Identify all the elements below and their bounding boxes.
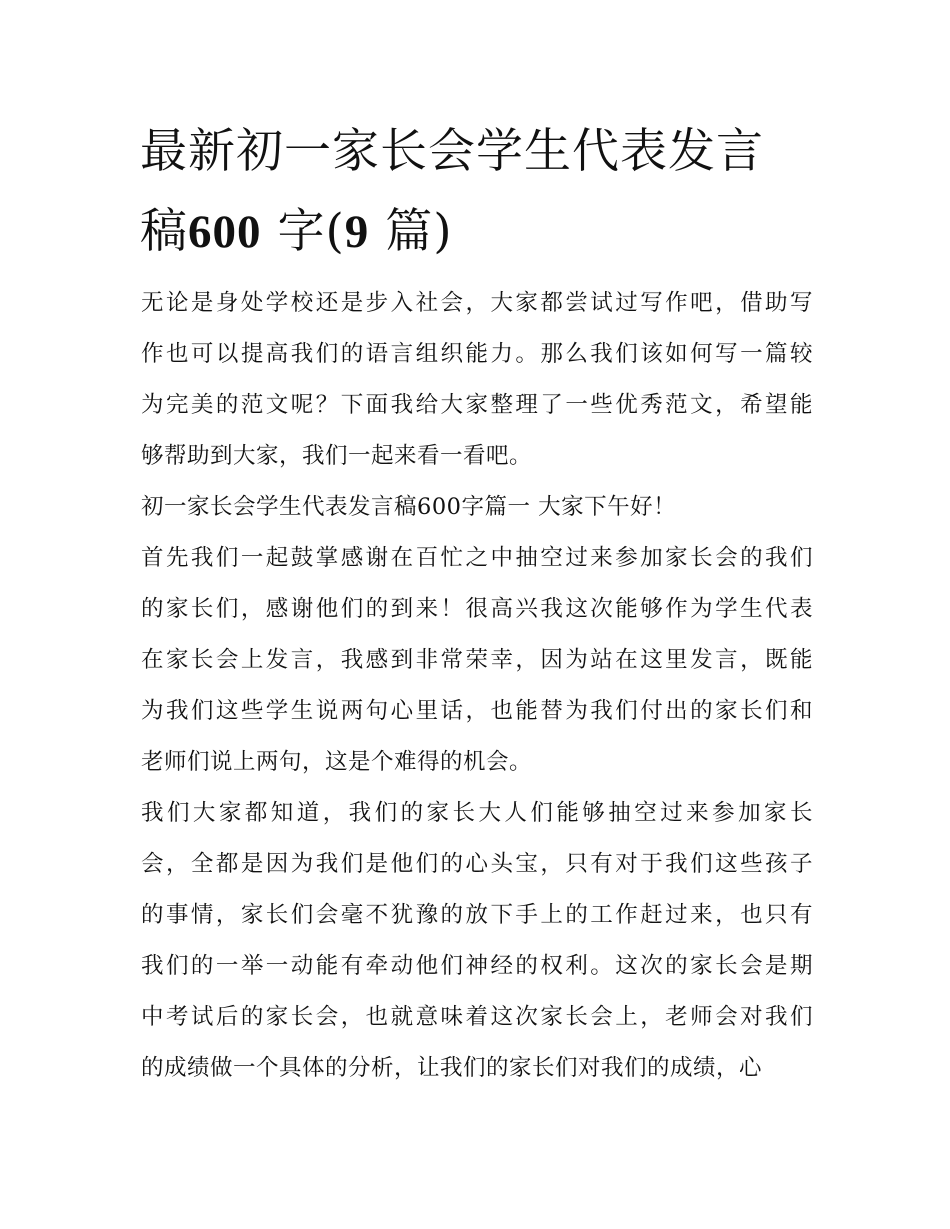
paragraph-line: 中考试后的家长会，也就意味着这次家长会上，老师会对我们 bbox=[141, 1004, 813, 1030]
paragraph bbox=[141, 533, 813, 788]
title-part-3: 字( bbox=[277, 204, 345, 259]
title-number-2: 9 bbox=[344, 206, 370, 258]
paragraph-line: 我们大家都知道，我们的家长大人们能够抽空过来参加家长 bbox=[141, 800, 813, 826]
paragraph-line: 老师们说上两句，这是个难得的机会。 bbox=[141, 749, 533, 775]
title-part-2: 稿 bbox=[140, 204, 188, 259]
paragraph-line: 够帮助到大家，我们一起来看一看吧。 bbox=[141, 443, 533, 469]
paragraph-line: 初一家长会学生代表发言稿600字篇一 大家下午好！ bbox=[141, 494, 677, 520]
paragraph-line: 的成绩做一个具体的分析，让我们的家长们对我们的成绩，心 bbox=[141, 1055, 763, 1081]
paragraph-line: 的家长们，感谢他们的到来！很高兴我这次能够作为学生代表 bbox=[141, 596, 813, 622]
paragraph-line: 的事情，家长们会毫不犹豫的放下手上的工作赶过来，也只有 bbox=[141, 902, 813, 928]
paragraph-line: 为完美的范文呢？下面我给大家整理了一些优秀范文，希望能 bbox=[141, 392, 813, 418]
paragraph-line: 首先我们一起鼓掌感谢在百忙之中抽空过来参加家长会的我们 bbox=[141, 545, 813, 571]
paragraph-line: 会，全都是因为我们是他们的心头宝，只有对于我们这些孩子 bbox=[141, 851, 813, 877]
document-body bbox=[141, 278, 813, 1094]
paragraph-line: 无论是身处学校还是步入社会，大家都尝试过写作吧，借助写 bbox=[141, 290, 813, 316]
title-part-1: 最新初一家长会学生代表发言 bbox=[140, 124, 764, 179]
title-part-4: 篇) bbox=[385, 204, 453, 259]
paragraph-line: 在家长会上发言，我感到非常荣幸，因为站在这里发言，既能 bbox=[141, 647, 813, 673]
paragraph-line: 我们的一举一动能有牵动他们神经的权利。这次的家长会是期 bbox=[141, 953, 813, 979]
document-title bbox=[140, 112, 830, 272]
paragraph bbox=[141, 788, 813, 1094]
paragraph-line: 为我们这些学生说两句心里话，也能替为我们付出的家长们和 bbox=[141, 698, 813, 724]
paragraph bbox=[141, 482, 813, 533]
paragraph bbox=[141, 278, 813, 482]
title-number-1: 600 bbox=[188, 206, 262, 258]
paragraph-line: 作也可以提高我们的语言组织能力。那么我们该如何写一篇较 bbox=[141, 341, 813, 367]
